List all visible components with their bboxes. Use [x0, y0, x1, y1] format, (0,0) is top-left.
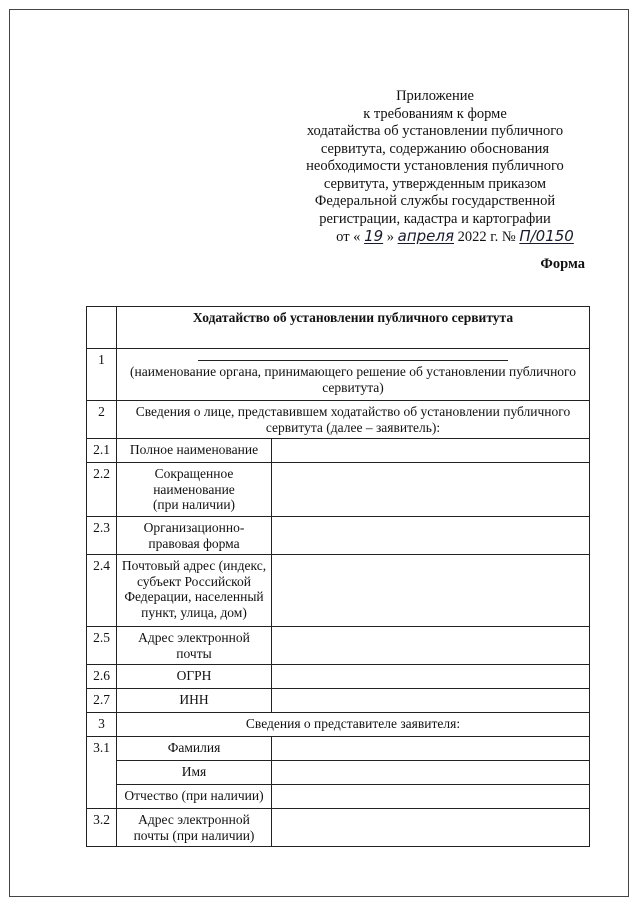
- appendix-line: сервитута, содержанию обоснования: [320, 140, 550, 157]
- petition-table: [86, 306, 590, 847]
- table-row: [87, 809, 590, 847]
- num-cell: [87, 307, 117, 349]
- table-row: [87, 761, 590, 785]
- appendix-line: к требованиям к форме: [363, 105, 507, 122]
- handwritten-number: П/0150: [519, 227, 574, 245]
- num-cell: 2.3: [87, 517, 117, 555]
- num-cell: 3.1: [87, 737, 117, 809]
- num-cell: 2: [87, 401, 117, 439]
- order-date-line: [280, 228, 590, 247]
- table-row: [87, 737, 590, 761]
- num-cell: 2.7: [87, 689, 117, 713]
- table-row: [87, 401, 590, 439]
- field-label: Имя: [117, 761, 272, 785]
- postal-address-field[interactable]: [272, 555, 590, 627]
- field-label: Полное наименование: [117, 439, 272, 463]
- first-name-field[interactable]: [272, 761, 590, 785]
- full-name-field[interactable]: [272, 439, 590, 463]
- patronymic-field[interactable]: [272, 785, 590, 809]
- num-cell: 2.1: [87, 439, 117, 463]
- field-label: Адрес электронной почты (при наличии): [117, 809, 272, 847]
- blank-line: [198, 360, 508, 361]
- num-cell: 3.2: [87, 809, 117, 847]
- table-row: [87, 517, 590, 555]
- surname-field[interactable]: [272, 737, 590, 761]
- authority-name-cell[interactable]: [117, 349, 590, 401]
- legal-form-field[interactable]: [272, 517, 590, 555]
- inn-field[interactable]: [272, 689, 590, 713]
- table-row: [87, 689, 590, 713]
- table-row: [87, 713, 590, 737]
- rep-email-field[interactable]: [272, 809, 590, 847]
- table-row: [87, 349, 590, 401]
- appendix-line: Приложение: [396, 88, 474, 104]
- representative-section-heading: Сведения о представителе заявителя:: [117, 713, 590, 737]
- field-label: Сокращенное наименование (при наличии): [117, 463, 272, 517]
- ogrn-field[interactable]: [272, 665, 590, 689]
- field-label: ОГРН: [117, 665, 272, 689]
- field-label: Почтовый адрес (индекс, субъект Российской Федерации, населенный пункт, улица, дом): [117, 555, 272, 627]
- date-mid: »: [386, 229, 395, 245]
- handwritten-month: апреля: [397, 227, 455, 245]
- field-label: ИНН: [117, 689, 272, 713]
- table-row: [87, 439, 590, 463]
- appendix-line: ходатайства об установлении публичного: [306, 123, 564, 139]
- appendix-line: регистрации, кадастра и картографии: [319, 210, 551, 227]
- email-field[interactable]: [272, 627, 590, 665]
- authority-caption: (наименование органа, принимающего решение об установлении публичного сервитута): [129, 364, 577, 395]
- appendix-line: Федеральной службы государственной: [314, 193, 556, 209]
- table-row: [87, 555, 590, 627]
- appendix-header: [280, 88, 590, 247]
- num-cell: 2.5: [87, 627, 117, 665]
- table-row: [87, 665, 590, 689]
- table-row: [87, 627, 590, 665]
- table-row: [87, 785, 590, 809]
- table-title: Ходатайство об установлении публичного сервитута: [117, 307, 590, 349]
- field-label: Адрес электронной почты: [117, 627, 272, 665]
- handwritten-day: 19: [364, 227, 384, 245]
- num-cell: 2.6: [87, 665, 117, 689]
- field-label: Отчество (при наличии): [117, 785, 272, 809]
- appendix-line: необходимости установления публичного: [306, 158, 564, 174]
- form-label: Форма: [540, 256, 585, 272]
- num-cell: 2.4: [87, 555, 117, 627]
- applicant-section-heading: Сведения о лице, представившем ходатайство об установлении публичного сервитута (далее – заявитель):: [117, 401, 590, 439]
- short-name-field[interactable]: [272, 463, 590, 517]
- num-cell: 2.2: [87, 463, 117, 517]
- field-label: Организационно-правовая форма: [117, 517, 272, 555]
- date-prefix: от «: [336, 229, 361, 245]
- field-label: Фамилия: [117, 737, 272, 761]
- table-row: [87, 307, 590, 349]
- appendix-line: сервитута, утвержденным приказом: [323, 175, 547, 192]
- num-cell: 3: [87, 713, 117, 737]
- num-cell: 1: [87, 349, 117, 401]
- year-text: 2022 г. №: [457, 229, 516, 245]
- table-row: [87, 463, 590, 517]
